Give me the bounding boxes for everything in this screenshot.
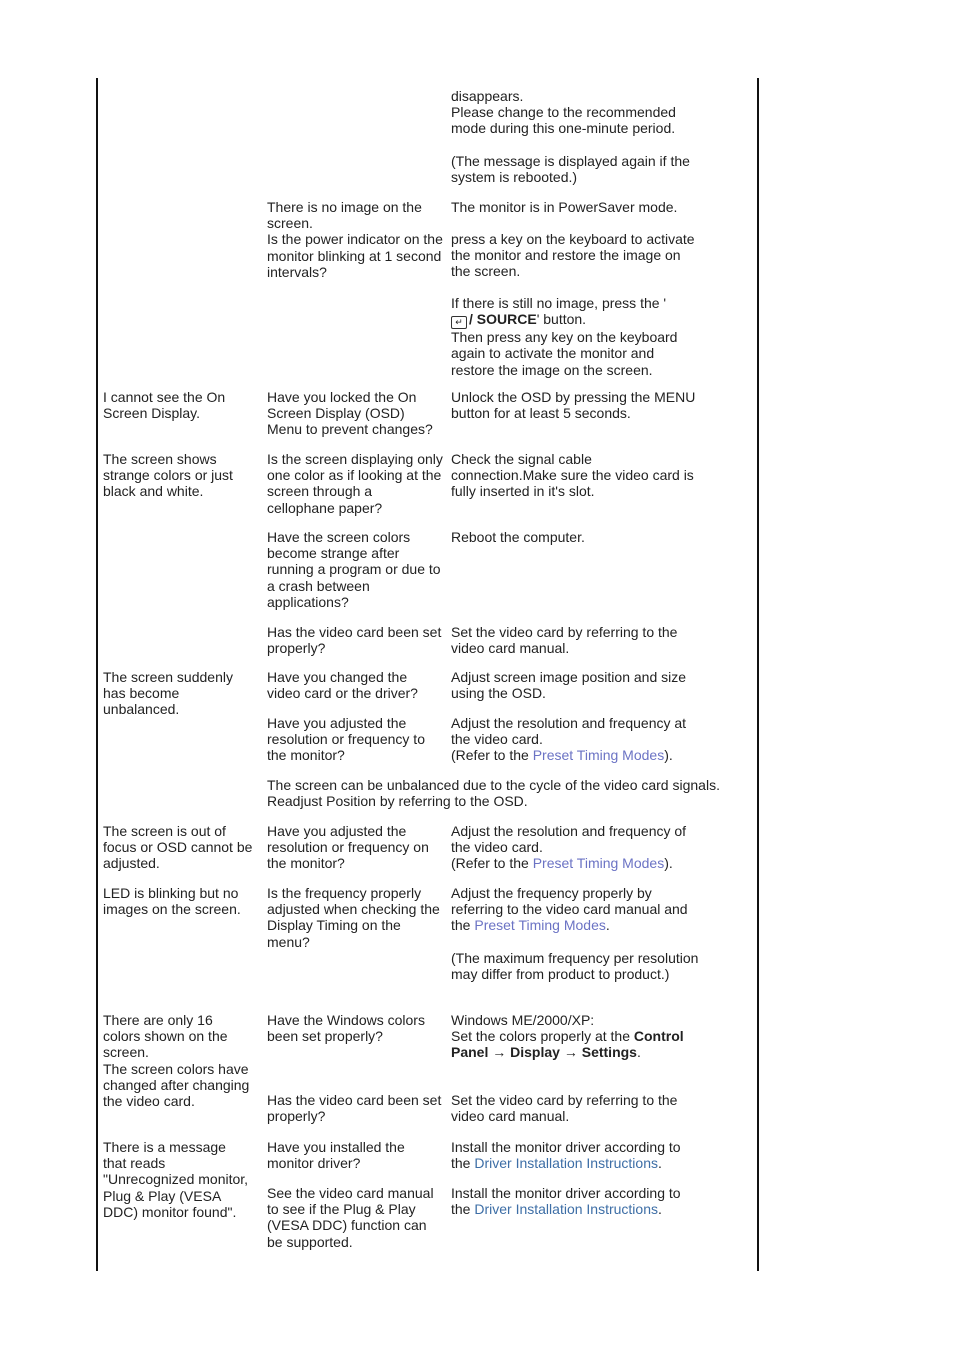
check-text: Have you locked the On Screen Display (OSD) Menu to prevent changes? <box>267 389 433 438</box>
control-panel-label: Control Panel <box>451 1028 684 1061</box>
preset-timing-modes-link[interactable]: Preset Timing Modes <box>532 855 665 872</box>
solution-text <box>451 715 701 764</box>
solution-text-pre: Adjust the resolution and frequency at the video card. (Refer to the <box>451 715 687 764</box>
preset-timing-modes-link[interactable]: Preset Timing Modes <box>474 917 606 934</box>
solution-text <box>451 823 701 872</box>
solution-text <box>451 295 701 378</box>
check-text: Has the video card been set properly? <box>267 624 442 657</box>
enter-key-icon: ↵ <box>451 316 467 329</box>
solution-text-post: . <box>605 917 610 934</box>
settings-label: Settings <box>581 1044 637 1061</box>
note-text: The screen can be unbalanced due to the cycle of the video card signals. Readjust Position by referring to the OSD. <box>267 777 720 810</box>
solution-text-pre: Adjust the frequency properly by referring to the video card manual and the <box>451 885 688 934</box>
check-text: Have the Windows colors been set properly? <box>267 1012 425 1045</box>
check-text: Have you adjusted the resolution or frequency to the monitor? <box>267 715 425 764</box>
solution-text: Set the video card by referring to the video card manual. <box>451 624 678 657</box>
arrow-right-icon: → <box>559 1044 582 1061</box>
preset-timing-modes-link[interactable]: Preset Timing Modes <box>532 747 665 764</box>
check-text: Is the frequency properly adjusted when checking the Display Timing on the menu? <box>267 885 440 950</box>
arrow-right-icon: → <box>488 1044 511 1061</box>
problem-text: The screen shows strange colors or just black and white. <box>103 451 233 500</box>
solution-text-pre: Install the monitor driver according to the <box>451 1185 681 1218</box>
solution-text: Reboot the computer. <box>451 529 585 545</box>
check-text: There is no image on the screen. Is the power indicator on the monitor blinking at 1 second intervals? <box>267 199 443 280</box>
check-text: See the video card manual to see if the Plug & Play (VESA DDC) function can be supported. <box>267 1185 434 1250</box>
solution-text-pre: If there is still no image, press the ' <box>451 295 667 311</box>
solution-text <box>451 1139 701 1171</box>
problem-text: LED is blinking but no images on the screen. <box>103 885 241 918</box>
source-key-label: / SOURCE <box>469 311 537 328</box>
check-text: Have the screen colors become strange after running a program or due to a crash between applications? <box>267 529 441 610</box>
check-text: Have you adjusted the resolution or frequency on the monitor? <box>267 823 429 872</box>
solution-text: Adjust screen image position and size using the OSD. <box>451 669 687 702</box>
solution-text: Set the video card by referring to the video card manual. <box>451 1092 678 1125</box>
solution-text-pre: Windows ME/2000/XP: Set the colors properly at the <box>451 1012 630 1045</box>
solution-text: Check the signal cable connection.Make sure the video card is fully inserted in it's slot. <box>451 451 694 500</box>
driver-installation-link[interactable]: Driver Installation Instructions <box>474 1201 658 1218</box>
solution-text-post: . <box>636 1044 641 1061</box>
driver-installation-link[interactable]: Driver Installation Instructions <box>474 1155 658 1172</box>
solution-text-post: . <box>658 1201 662 1218</box>
check-text: Has the video card been set properly? <box>267 1092 442 1125</box>
solution-text-post: . <box>658 1155 662 1172</box>
problem-text: There are only 16 colors shown on the screen. The screen colors have changed after changing the video card. <box>103 1012 250 1110</box>
problem-text: There is a message that reads "Unrecognized monitor, Plug & Play (VESA DDC) monitor found". <box>103 1139 249 1220</box>
problem-text: The screen suddenly has become unbalanced. <box>103 669 233 718</box>
problem-text: I cannot see the On Screen Display. <box>103 389 226 422</box>
check-text: Is the screen displaying only one color as if looking at the screen through a cellophane paper? <box>267 451 443 516</box>
solution-text-post: ). <box>664 855 673 872</box>
solution-text: press a key on the keyboard to activate the monitor and restore the image on the screen. <box>451 231 695 280</box>
check-text: Have you installed the monitor driver? <box>267 1139 405 1172</box>
solution-text-pre: Install the monitor driver according to the <box>451 1139 681 1172</box>
solution-text <box>451 885 701 934</box>
solution-text: (The maximum frequency per resolution may differ from product to product.) <box>451 950 699 983</box>
solution-text <box>451 1012 701 1061</box>
display-label: Display <box>510 1044 560 1061</box>
solution-text-post: ). <box>664 747 673 764</box>
solution-text-post: ' button. Then press any key on the keyboard again to activate the monitor and restore the image on the screen. <box>451 311 678 378</box>
solution-text: disappears. Please change to the recommended mode during this one-minute period. (The message is displayed again if the system is rebooted.) <box>451 88 690 186</box>
problem-text: The screen is out of focus or OSD cannot be adjusted. <box>103 823 253 872</box>
solution-text: Unlock the OSD by pressing the MENU button for at least 5 seconds. <box>451 389 696 422</box>
check-text: Have you changed the video card or the driver? <box>267 669 418 702</box>
solution-text <box>451 1185 701 1217</box>
solution-text: The monitor is in PowerSaver mode. <box>451 199 678 215</box>
solution-text-pre: Adjust the resolution and frequency of the video card. (Refer to the <box>451 823 687 872</box>
